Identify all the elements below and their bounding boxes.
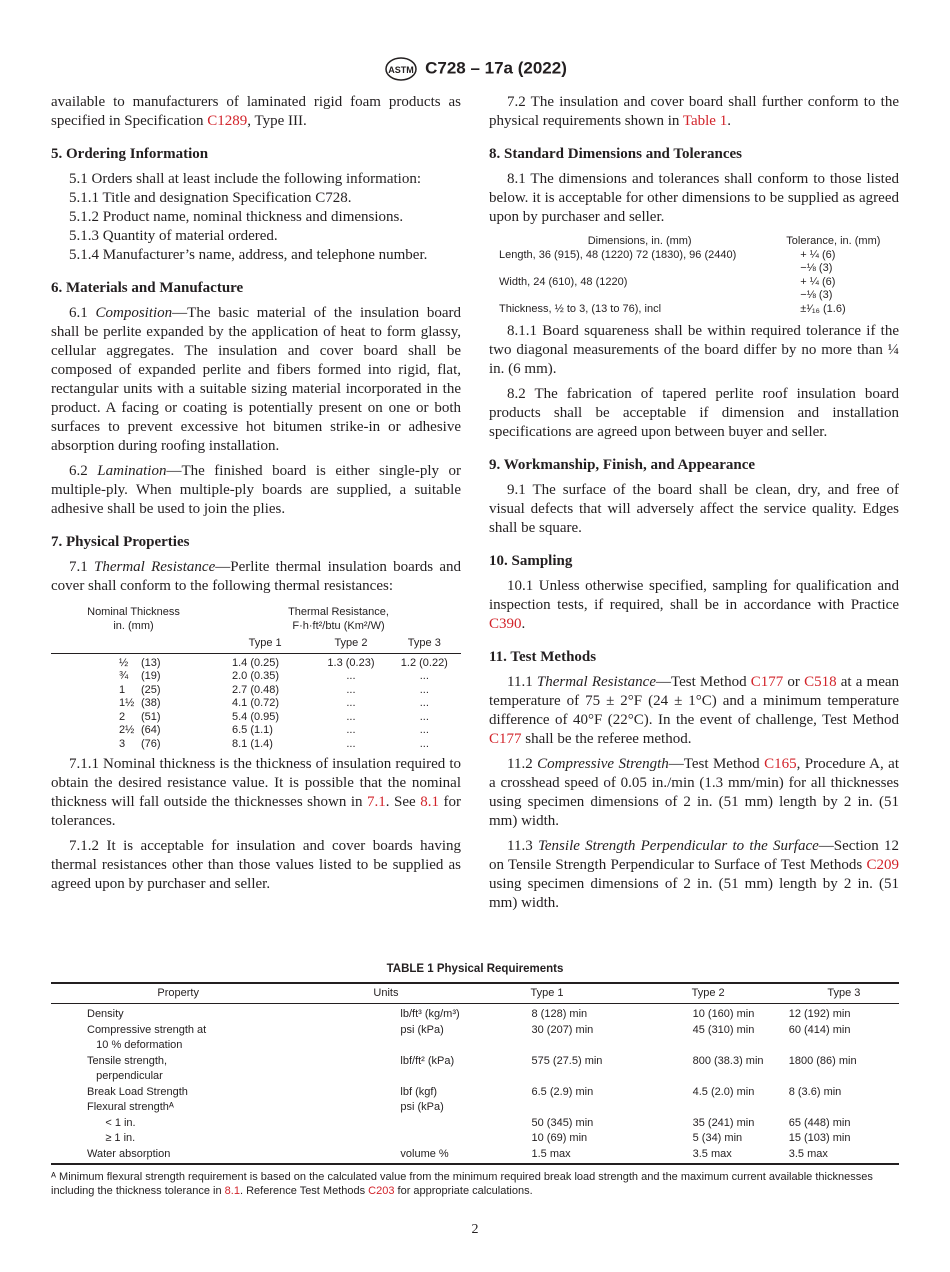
table-row xyxy=(51,1131,899,1147)
resistance-value: ... xyxy=(346,670,356,682)
section-heading: 5. Ordering Information xyxy=(51,146,209,162)
col-header: Type 1 xyxy=(467,983,628,1004)
header-row xyxy=(51,983,899,1004)
table-row xyxy=(51,724,461,738)
cross-reference-link[interactable]: 8.1 xyxy=(224,1184,240,1197)
text-segment: 8.2 The fabrication of tapered perlite roof insulation board products shall be acceptable if dimension and installation specifications are agreed upon between buyer and seller. xyxy=(489,386,899,440)
table-cell xyxy=(467,1069,628,1085)
table-cell xyxy=(789,1100,899,1116)
table-row xyxy=(51,1100,899,1116)
text-segment: 11.1 xyxy=(507,674,537,690)
col-header-type: Type 2 xyxy=(314,633,387,653)
table-cell: psi (kPa) xyxy=(400,1101,444,1113)
thickness-mm: (13) xyxy=(141,656,161,669)
section-heading: 10. Sampling xyxy=(489,553,573,569)
table-row xyxy=(51,653,461,670)
text-segment: —Section 12 on Tensile Strength Perpendicular to Surface of Test Methods xyxy=(489,838,900,873)
table-row xyxy=(51,670,461,684)
tolerance: −⅛ (3) xyxy=(800,289,833,301)
paragraph xyxy=(489,385,899,442)
resistance-value: ... xyxy=(346,710,356,723)
text-segment: 10.1 Unless otherwise specified, sampling for qualification and inspection tests, if required, shall be in accordance with Practice xyxy=(489,578,899,613)
section-heading: 8. Standard Dimensions and Tolerances xyxy=(489,146,742,162)
table-footnote xyxy=(51,1171,899,1198)
text-segment: . Reference Test Methods xyxy=(239,1184,369,1197)
cross-reference-link[interactable]: C177 xyxy=(750,674,784,690)
text-segment: or xyxy=(783,674,805,690)
table-row xyxy=(51,711,461,725)
table-row xyxy=(51,1069,899,1085)
table-cell: 30 (207) min xyxy=(531,1023,594,1036)
table-cell xyxy=(628,1069,789,1085)
left-column xyxy=(51,93,461,900)
thickness-mm: (64) xyxy=(141,724,161,736)
text-segment: 6.1 xyxy=(69,305,96,321)
col-header-tolerance: Tolerance, in. (mm) xyxy=(786,235,881,247)
table-row xyxy=(499,249,899,263)
text-segment: at a mean temperature of 75 ± 2°F (24 ± 1°C) and a minimum temperature difference of 40°F (22°C). In the event of challenge, Test Method xyxy=(489,674,900,728)
table-cell: 5 (34) min xyxy=(692,1132,743,1144)
cross-reference-link[interactable]: C203 xyxy=(368,1184,395,1197)
page-header xyxy=(0,56,950,82)
text-segment: —Test Method xyxy=(656,674,751,690)
resistance-value: ... xyxy=(419,697,429,709)
header-text: in. (mm) xyxy=(113,619,154,632)
text-segment: 7.1 xyxy=(69,559,94,575)
resistance-value: ... xyxy=(419,724,429,736)
dimension: Length, 36 (915), 48 (1220) 72 (1830), 96 (2440) xyxy=(499,248,737,261)
paragraph xyxy=(489,837,899,913)
table-cell: 10 (69) min xyxy=(531,1132,588,1144)
table-cell: 65 (448) min xyxy=(788,1116,851,1129)
text-segment: Thermal Resistance xyxy=(94,559,216,575)
thickness-mm: (25) xyxy=(141,683,161,696)
table-cell xyxy=(467,1038,628,1054)
paragraph xyxy=(489,93,899,131)
text-segment: 5.1.3 Quantity of material ordered. xyxy=(69,228,278,244)
paragraph xyxy=(51,208,461,227)
text-segment: 5.1.2 Product name, nominal thickness and dimensions. xyxy=(69,209,404,225)
resistance-value: ... xyxy=(419,683,429,696)
table-cell xyxy=(305,1116,466,1132)
text-segment: Tensile Strength Perpendicular to the Surface xyxy=(537,838,819,854)
col-header: Property xyxy=(51,983,305,1004)
table-cell: 8 (128) min xyxy=(531,1008,588,1020)
table-cell: psi (kPa) xyxy=(400,1023,444,1036)
table-cell: 800 (38.3) min xyxy=(692,1054,764,1067)
table-cell: perpendicular xyxy=(87,1070,163,1082)
cross-reference-link[interactable]: C177 xyxy=(489,731,522,747)
col-header: Type 3 xyxy=(789,983,899,1004)
text-segment: Compressive Strength xyxy=(537,756,669,772)
table-cell: lbf (kgf) xyxy=(400,1085,438,1098)
tolerance: −⅛ (3) xyxy=(800,262,833,274)
dimensions-tolerances-table xyxy=(499,235,899,316)
cross-reference-link[interactable]: C390 xyxy=(489,616,522,632)
table-cell: 45 (310) min xyxy=(692,1023,755,1036)
text-segment: 9.1 The surface of the board shall be clean, dry, and free of visual defects that will adversely affect the service quality. Edges shall be square. xyxy=(489,482,899,536)
col-header-dimensions: Dimensions, in. (mm) xyxy=(587,235,692,247)
table-cell xyxy=(628,1038,789,1054)
thickness-in: ¾ xyxy=(119,670,129,682)
paragraph xyxy=(51,837,461,894)
paragraph xyxy=(51,755,461,831)
table-cell: ≥ 1 in. xyxy=(87,1132,136,1144)
paragraph xyxy=(489,170,899,227)
page-number: 2 xyxy=(471,1222,479,1237)
table-cell: 1800 (86) min xyxy=(788,1054,857,1067)
text-segment: using specimen dimensions of 2 in. (51 mm) length by 2 in. (51 mm) width. xyxy=(489,876,899,911)
resistance-value: ... xyxy=(346,683,356,696)
resistance-value: 1.2 (0.22) xyxy=(400,656,448,669)
text-segment: Lamination xyxy=(97,463,167,479)
resistance-value: ... xyxy=(419,670,429,682)
resistance-value: 6.5 (1.1) xyxy=(232,724,273,736)
table-row xyxy=(499,303,899,317)
table-row xyxy=(51,1004,899,1023)
tolerance: ±¹⁄₁₆ (1.6) xyxy=(800,302,846,315)
resistance-value: 1.4 (0.25) xyxy=(232,656,280,669)
thickness-mm: (76) xyxy=(141,737,161,750)
cross-reference-link[interactable]: C165 xyxy=(764,756,797,772)
table-cell: 4.5 (2.0) min xyxy=(692,1085,755,1098)
table-row xyxy=(51,738,461,752)
table-title: TABLE 1 Physical Requirements xyxy=(386,963,564,975)
paragraph xyxy=(51,170,461,189)
text-segment: . xyxy=(521,616,526,632)
table-row xyxy=(51,1054,899,1070)
resistance-value: ... xyxy=(346,724,356,736)
resistance-value: 4.1 (0.72) xyxy=(232,697,280,709)
table-cell: volume % xyxy=(305,1147,466,1165)
text-segment: 6.2 xyxy=(69,463,98,479)
thickness-in: 2½ xyxy=(119,724,135,736)
table-row xyxy=(51,684,461,698)
table-row xyxy=(499,262,899,276)
paragraph xyxy=(51,462,461,519)
text-segment: —Perlite thermal insulation boards and cover shall conform to the following thermal resistances: xyxy=(51,559,462,594)
table-cell: 6.5 (2.9) min xyxy=(531,1085,594,1098)
resistance-value: ... xyxy=(346,737,356,750)
col-header-thickness xyxy=(51,606,216,653)
paragraph xyxy=(51,93,461,131)
dimension: Thickness, ½ to 3, (13 to 76), incl xyxy=(499,302,662,315)
cross-reference-link[interactable]: 7.1 xyxy=(367,794,386,810)
paragraph xyxy=(51,189,461,208)
table-cell: Break Load Strength xyxy=(87,1085,188,1098)
text-segment: . See xyxy=(385,794,421,810)
cross-reference-link[interactable]: C518 xyxy=(804,674,837,690)
table-cell: 1.5 max xyxy=(467,1147,628,1165)
tolerance: + ¼ (6) xyxy=(800,248,836,261)
header-text: F·h·ft²/btu (Km²/W) xyxy=(292,619,385,632)
text-segment: , Procedure A, at a crosshead speed of 0.05 in./min (1.3 mm/min) for all thicknesses using specimen dimensions of 2 in. (51 mm) length by 2 in. (51 mm) width. xyxy=(489,756,899,829)
paragraph xyxy=(489,481,899,538)
text-segment: Composition xyxy=(95,305,173,321)
table-cell: Density xyxy=(87,1008,124,1020)
text-segment: —Test Method xyxy=(668,756,765,772)
table-cell: 10 (160) min xyxy=(692,1008,755,1020)
astm-logo-icon xyxy=(383,56,419,82)
svg-text:ASTM: ASTM xyxy=(388,65,414,75)
section-heading: 11. Test Methods xyxy=(489,649,597,665)
text-segment: , Type III. xyxy=(247,113,307,129)
resistance-value: 2.0 (0.35) xyxy=(232,670,280,682)
text-segment: 5.1.4 Manufacturer’s name, address, and telephone number. xyxy=(69,247,428,263)
document-designation: C728 – 17a (2022) xyxy=(425,58,567,78)
section-heading: 9. Workmanship, Finish, and Appearance xyxy=(489,457,756,473)
text-segment: available to manufacturers of laminated rigid foam products as specified in Specification xyxy=(51,94,461,129)
resistance-value: 8.1 (1.4) xyxy=(232,737,273,750)
table-cell: 60 (414) min xyxy=(788,1023,851,1036)
tolerance: + ¼ (6) xyxy=(800,275,836,288)
text-segment: —The basic material of the insulation board shall be perlite expanded by the application of heat to form glassy, cellular aggregates. The insulation and cover board shall be composed of expanded perlite and fibers formed into rigid, flat, rectangular units with a suitable sizing material incorporated in the product. A facing or coating is potentially present on one or both surfaces to prevent excessive hot bitumen strike-in or adhesive absorption during roofing installation. xyxy=(51,305,461,454)
table-cell xyxy=(467,1100,628,1116)
header-text: Thermal Resistance, xyxy=(288,606,389,618)
thickness-mm: (19) xyxy=(141,670,161,682)
paragraph xyxy=(51,227,461,246)
text-segment: . xyxy=(727,113,731,129)
table-cell: Water absorption xyxy=(51,1147,305,1165)
table-cell: 10 % deformation xyxy=(87,1039,183,1051)
paragraph xyxy=(51,246,461,265)
table-cell xyxy=(789,1069,899,1085)
table-cell: lb/ft³ (kg/m³) xyxy=(400,1008,460,1020)
table-cell: lbf/ft² (kPa) xyxy=(400,1054,455,1067)
table-row xyxy=(499,276,899,290)
paragraph xyxy=(51,558,461,596)
thickness-in: 1½ xyxy=(119,697,135,709)
table-cell xyxy=(305,1131,466,1147)
thermal-resistance-table xyxy=(51,606,461,751)
text-segment: shall be the referee method. xyxy=(521,731,692,747)
text-segment: 11.3 xyxy=(507,838,538,854)
table-row xyxy=(51,697,461,711)
table-cell: 3.5 max xyxy=(789,1147,899,1165)
table-cell: 15 (103) min xyxy=(788,1132,851,1144)
text-segment: for appropriate calculations. xyxy=(394,1184,533,1197)
table-cell: 3.5 max xyxy=(628,1147,789,1165)
cross-reference-link[interactable]: C1289 xyxy=(207,113,248,129)
table-row xyxy=(51,1147,899,1165)
table-cell: Compressive strength at xyxy=(87,1023,207,1036)
text-segment: 8.1 The dimensions and tolerances shall conform to those listed below. it is acceptable for other dimensions to be supplied as agreed upon by purchaser and seller. xyxy=(489,171,899,225)
paragraph xyxy=(489,322,899,379)
dimension xyxy=(499,262,780,276)
text-segment: —The finished board is either single-ply or multiple-ply. When multiple-ply boards are supplied, a suitable adhesive shall be used to join the plies. xyxy=(51,463,462,517)
paragraph xyxy=(489,673,899,749)
table-row xyxy=(51,1085,899,1101)
col-header-type: Type 1 xyxy=(216,633,314,653)
text-segment: 7.1.2 It is acceptable for insulation and cover boards having thermal resistances other than those values listed to be supplied as agreed upon by purchaser and seller. xyxy=(51,838,461,892)
cross-reference-link[interactable]: 8.1 xyxy=(420,794,439,810)
cross-reference-link[interactable]: C209 xyxy=(866,857,899,873)
section-heading: 6. Materials and Manufacture xyxy=(51,280,244,296)
col-header: Type 2 xyxy=(628,983,789,1004)
resistance-value: ... xyxy=(419,737,429,750)
thickness-in: 3 xyxy=(119,737,126,750)
resistance-value: ... xyxy=(346,697,356,709)
table-cell: 12 (192) min xyxy=(788,1008,851,1020)
thickness-in: 2 xyxy=(119,710,126,723)
cross-reference-link[interactable]: Table 1 xyxy=(682,113,728,129)
col-header: Units xyxy=(305,983,466,1004)
col-header-resistance xyxy=(216,606,461,633)
resistance-value: 5.4 (0.95) xyxy=(232,710,280,723)
section-heading: 7. Physical Properties xyxy=(51,534,190,550)
text-segment: for tolerances. xyxy=(51,794,461,829)
header-text: Nominal Thickness xyxy=(87,606,180,618)
resistance-value: 1.3 (0.23) xyxy=(327,656,375,669)
thickness-mm: (51) xyxy=(141,710,161,723)
table-cell xyxy=(305,1069,466,1085)
table-cell xyxy=(628,1100,789,1116)
text-segment: 11.2 xyxy=(507,756,538,772)
text-segment: 7.1.1 Nominal thickness is the thickness of insulation required to obtain the desired resistance value. It is possible that the nominal thickness will fall outside the thicknesses shown in xyxy=(51,756,461,810)
right-column xyxy=(489,93,899,919)
paragraph xyxy=(51,304,461,456)
resistance-value: ... xyxy=(419,710,429,723)
table-cell: Tensile strength, xyxy=(87,1054,168,1067)
table-cell xyxy=(789,1038,899,1054)
text-segment: ᴬ Minimum flexural strength requirement is based on the calculated value from the minimum required break load strength and the maximum current available thicknesses including the thickness tolerance in xyxy=(51,1171,873,1197)
table-cell: 50 (345) min xyxy=(531,1116,594,1129)
dimension: Width, 24 (610), 48 (1220) xyxy=(499,275,628,288)
paragraph xyxy=(489,577,899,634)
table-cell: 8 (3.6) min xyxy=(788,1085,842,1098)
thickness-in: ½ xyxy=(119,656,129,669)
dimension xyxy=(499,289,780,303)
text-segment: 8.1.1 Board squareness shall be within required tolerance if the two diagonal measurements of the board differ by no more than ¼ in. (6 mm). xyxy=(489,323,899,377)
thickness-in: 1 xyxy=(119,683,126,696)
table-row xyxy=(51,1116,899,1132)
text-segment: 7.2 The insulation and cover board shall further conform to the physical requirements shown in xyxy=(489,94,899,129)
table-cell: 575 (27.5) min xyxy=(531,1054,603,1067)
thickness-mm: (38) xyxy=(141,697,161,709)
text-segment: Thermal Resistance xyxy=(536,674,656,690)
table-row xyxy=(51,1038,899,1054)
table-cell: 35 (241) min xyxy=(692,1116,755,1129)
text-segment: 5.1 Orders shall at least include the following information: xyxy=(69,171,422,187)
text-segment: 5.1.1 Title and designation Specification C728. xyxy=(69,190,352,206)
table-cell: Flexural strengthᴬ xyxy=(87,1101,174,1113)
col-header-type: Type 3 xyxy=(388,633,461,653)
table-cell: < 1 in. xyxy=(87,1116,136,1129)
table-row xyxy=(499,289,899,303)
table-1-physical-requirements xyxy=(51,963,899,1198)
table-cell xyxy=(305,1038,466,1054)
resistance-value: 2.7 (0.48) xyxy=(232,683,280,696)
paragraph xyxy=(489,755,899,831)
table-row xyxy=(51,1023,899,1039)
